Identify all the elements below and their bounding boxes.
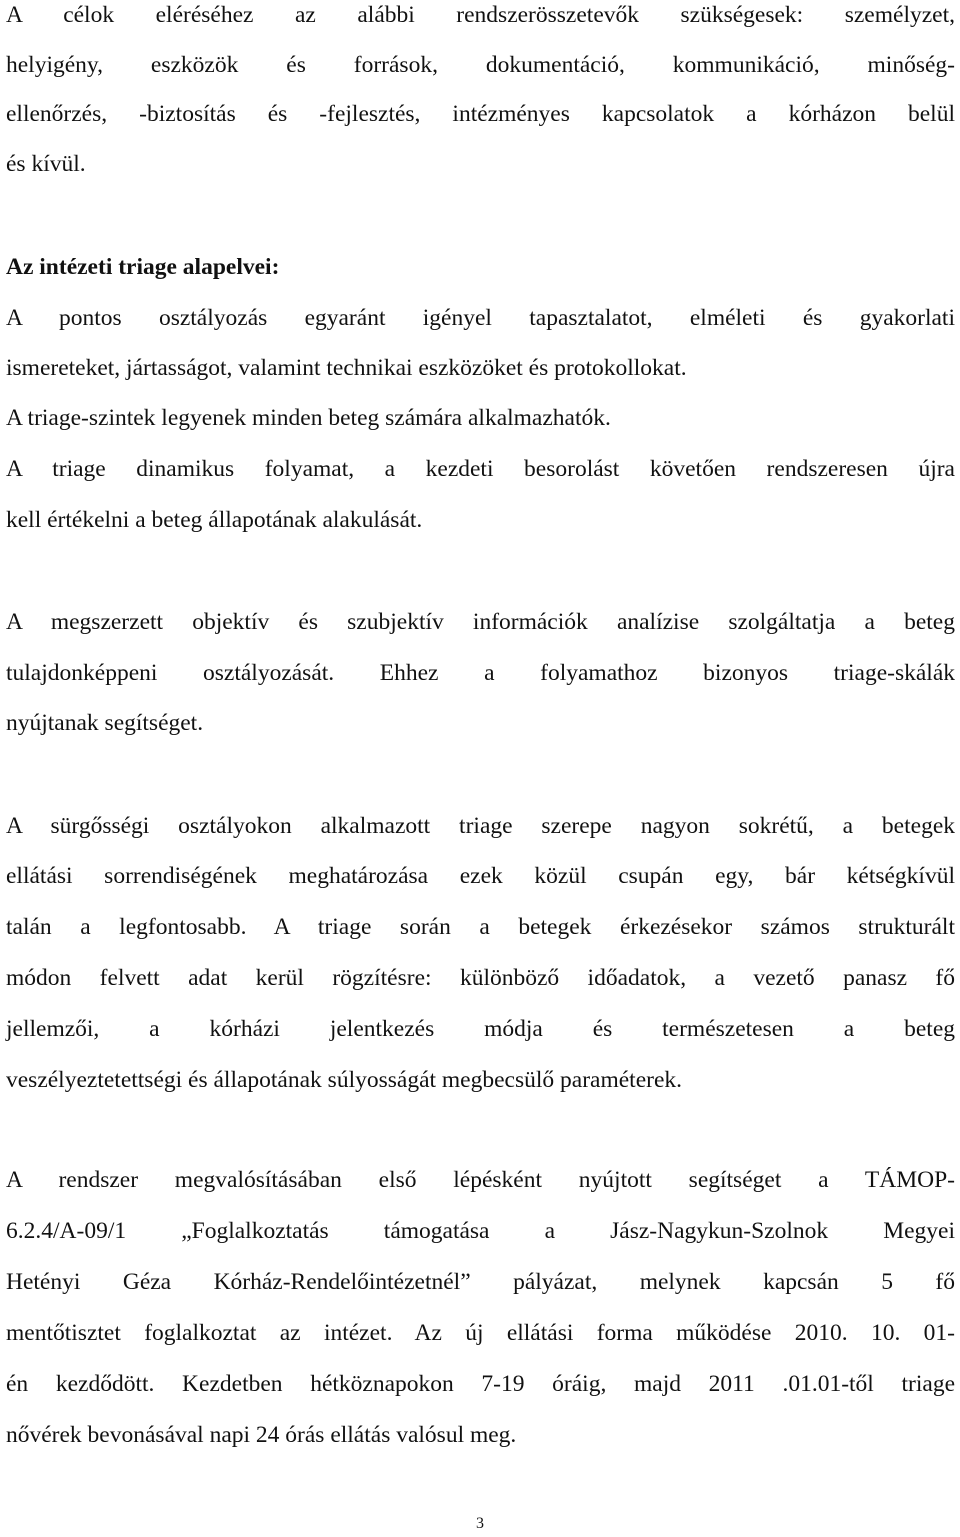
text-line: A triage dinamikus folyamat, a kezdeti besorolást követően rendszeresen újra [6, 456, 955, 482]
text-line: ellátási sorrendiségének meghatározása ezek közül csupán egy, bár kétségkívül [6, 863, 955, 889]
text-line: nyújtanak segítséget. [6, 710, 204, 736]
text-line: módon felvett adat kerül rögzítésre: különböző időadatok, a vezető panasz fő [6, 965, 955, 991]
text-line: A sürgősségi osztályokon alkalmazott triage szerepe nagyon sokrétű, a betegek [6, 813, 955, 839]
text-line: Hetényi Géza Kórház-Rendelőintézetnél” pályázat, melynek kapcsán 5 fő [6, 1269, 955, 1295]
text-line: tulajdonképpeni osztályozását. Ehhez a folyamathoz bizonyos triage-skálák [6, 660, 955, 686]
text-line: 6.2.4/A-09/1 „Foglalkoztatás támogatása a Jász-Nagykun-Szolnok Megyei [6, 1218, 955, 1244]
text-line: jellemzői, a kórházi jelentkezés módja és természetesen a beteg [6, 1016, 955, 1042]
section-heading: Az intézeti triage alapelvei: [6, 254, 280, 280]
text-line: mentőtisztet foglalkoztat az intézet. Az új ellátási forma működése 2010. 10. 01- [6, 1320, 955, 1346]
text-line: A megszerzett objektív és szubjektív információk analízise szolgáltatja a beteg [6, 609, 955, 635]
text-line: A triage-szintek legyenek minden beteg számára alkalmazhatók. [6, 405, 611, 431]
text-line: helyigény, eszközök és források, dokumentáció, kommunikáció, minőség- [6, 52, 955, 78]
text-line: veszélyeztetettségi és állapotának súlyosságát megbecsülő paraméterek. [6, 1067, 683, 1093]
text-line: és kívül. [6, 151, 86, 177]
text-line: A rendszer megvalósításában első lépésként nyújtott segítséget a TÁMOP- [6, 1167, 955, 1193]
text-line: ismereteket, jártasságot, valamint technikai eszközöket és protokollokat. [6, 355, 687, 381]
text-line: kell értékelni a beteg állapotának alakulását. [6, 507, 423, 533]
text-line: ellenőrzés, -biztosítás és -fejlesztés, intézményes kapcsolatok a kórházon belül [6, 101, 955, 127]
page-number: 3 [476, 1515, 484, 1532]
text-line: nővérek bevonásával napi 24 órás ellátás valósul meg. [6, 1422, 517, 1448]
text-line: én kezdődött. Kezdetben hétköznapokon 7-19 óráig, majd 2011 .01.01-től triage [6, 1371, 955, 1397]
text-line: A pontos osztályozás egyaránt igényel tapasztalatot, elméleti és gyakorlati [6, 305, 955, 331]
text-line: A célok eléréséhez az alábbi rendszerösszetevők szükségesek: személyzet, [6, 2, 955, 28]
text-line: talán a legfontosabb. A triage során a betegek érkezésekor számos strukturált [6, 914, 955, 940]
